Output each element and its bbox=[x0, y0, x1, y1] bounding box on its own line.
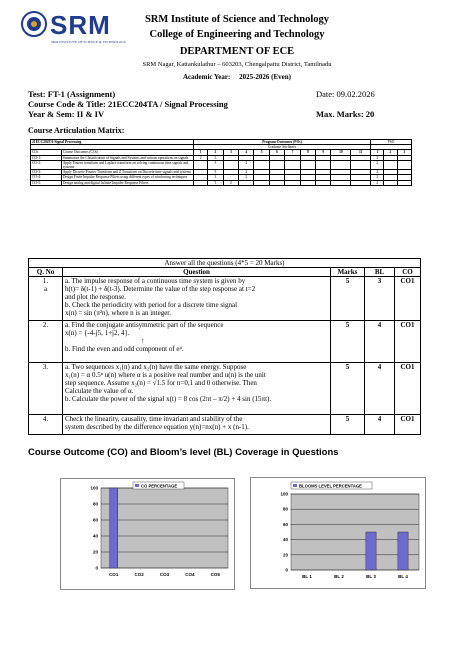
question-line: a. Find the conjugate antisymmetric part of the sequence bbox=[65, 321, 224, 329]
matrix-cell: 3 bbox=[208, 175, 223, 180]
question-bl: 4 bbox=[365, 415, 395, 435]
matrix-cell bbox=[300, 160, 315, 169]
question-number-text: 4. bbox=[42, 415, 49, 423]
question-number bbox=[29, 415, 63, 435]
header-qno: Q. No bbox=[29, 268, 63, 277]
matrix-cell: 2 bbox=[239, 170, 254, 175]
y-tick-label: 20 bbox=[282, 552, 288, 558]
bar bbox=[366, 532, 376, 570]
matrix-cell bbox=[331, 160, 351, 169]
matrix-row bbox=[31, 180, 412, 185]
y-tick-label: 40 bbox=[92, 533, 98, 539]
matrix-po-header: Program Outcomes (POs) bbox=[193, 140, 370, 145]
matrix-po-number: 4 bbox=[239, 150, 254, 155]
matrix-pso-header: PSO bbox=[371, 140, 412, 145]
course-code-title: Course Code & Title: 21ECC204TA / Signal Processing bbox=[28, 99, 228, 109]
question-line: a. The impulse response of a continuous time system is given by bbox=[65, 277, 246, 285]
department-name: DEPARTMENT OF ECE bbox=[179, 46, 295, 57]
question-co: CO1 bbox=[395, 415, 421, 435]
y-tick-label: 0 bbox=[285, 567, 288, 573]
matrix-po-number: 2 bbox=[384, 150, 397, 155]
question-co: CO1 bbox=[395, 363, 421, 415]
question-bl: 3 bbox=[365, 277, 395, 321]
y-tick-label: 60 bbox=[282, 521, 288, 527]
question-line: x(n) = {-4-j5, 1+j2, 4}. bbox=[65, 329, 130, 337]
matrix-co-id: CO-1: bbox=[31, 155, 62, 160]
matrix-co-id: CO-3: bbox=[31, 170, 62, 175]
y-tick-label: 100 bbox=[280, 491, 288, 497]
matrix-po-number: 10 bbox=[331, 150, 351, 155]
question-co: CO1 bbox=[395, 321, 421, 363]
academic-year-label: Academic Year: bbox=[182, 73, 231, 81]
logo-text: SRM bbox=[50, 10, 111, 40]
question-marks: 5 bbox=[331, 363, 365, 415]
matrix-cell: 2 bbox=[371, 155, 384, 160]
matrix-cell bbox=[193, 160, 207, 169]
test-name: Test: FT-1 (Assignment) bbox=[28, 89, 116, 99]
question-line: ↑ bbox=[141, 337, 145, 345]
matrix-cell bbox=[300, 180, 315, 185]
question-line: Check the linearity, causality, time invariant and stability of the bbox=[65, 415, 243, 423]
coverage-title: Course Outcome (CO) and Bloom’s level (BL) Coverage in Questions bbox=[28, 447, 339, 458]
header-co: CO bbox=[395, 268, 421, 277]
matrix-co-desc: Design analog and digital Infinite Impulse Response Filters bbox=[61, 180, 193, 185]
question-bl: 4 bbox=[365, 321, 395, 363]
questions-table bbox=[28, 258, 421, 435]
matrix-cell bbox=[397, 180, 411, 185]
matrix-cell: 2 bbox=[371, 170, 384, 175]
y-tick-label: 0 bbox=[95, 565, 98, 571]
matrix-cell: 3 bbox=[208, 155, 223, 160]
address-line: SRM Nagar, Kattankulathur – 603203, Chengalpattu District, Tamilnadu bbox=[142, 61, 332, 68]
matrix-po-number: 6 bbox=[269, 150, 284, 155]
matrix-co-id: CO-4: bbox=[31, 175, 62, 180]
question-marks: 5 bbox=[331, 415, 365, 435]
matrix-cell bbox=[239, 180, 254, 185]
academic-year-value: 2025-2026 (Even) bbox=[239, 73, 292, 81]
matrix-cell bbox=[285, 160, 300, 169]
y-tick-label: 60 bbox=[92, 517, 98, 523]
question-row bbox=[29, 363, 421, 415]
question-number-text: 1. bbox=[42, 277, 49, 285]
question-row bbox=[29, 321, 421, 363]
test-date: Date: 09.02.2026 bbox=[316, 89, 375, 99]
legend-swatch bbox=[293, 484, 297, 487]
matrix-po-number: 1 bbox=[371, 150, 384, 155]
legend-swatch bbox=[135, 484, 139, 487]
question-line: b. Find the even and odd component of eʲᵗ. bbox=[65, 345, 184, 353]
matrix-course-label: 21ECC204TA-Signal Processing bbox=[31, 140, 194, 145]
question-number bbox=[29, 277, 63, 321]
matrix-co-desc: Apply Fourier transform and Laplace transform on solving continuous time signals and systems bbox=[61, 160, 193, 169]
matrix-cell bbox=[384, 180, 397, 185]
x-tick-label: BL 2 bbox=[334, 574, 344, 579]
matrix-ga-header: Graduate Attributes bbox=[193, 145, 370, 150]
matrix-cell: 2 bbox=[371, 180, 384, 185]
matrix-co-id: CO-2: bbox=[31, 160, 62, 169]
y-tick-label: 100 bbox=[90, 485, 98, 491]
question-number bbox=[29, 321, 63, 363]
matrix-cell: 2 bbox=[193, 155, 207, 160]
x-tick-label: CO4 bbox=[185, 572, 195, 577]
bar bbox=[110, 488, 118, 568]
question-marks: 5 bbox=[331, 277, 365, 321]
matrix-cell bbox=[384, 160, 397, 169]
bl-chart bbox=[250, 477, 426, 589]
matrix-cell bbox=[223, 160, 238, 169]
logo-tagline: SRM INSTITUTE OF SCIENCE & TECHNOLOGY bbox=[51, 40, 127, 44]
matrix-po-number: 3 bbox=[223, 150, 238, 155]
question-line: system described by the difference equation y(n)=nx(n) + x (n-1). bbox=[65, 423, 249, 431]
matrix-co-label: COs bbox=[31, 150, 62, 155]
x-tick-label: CO1 bbox=[109, 572, 119, 577]
question-line: Calculate the value of α. bbox=[65, 387, 134, 395]
question-text bbox=[63, 277, 331, 321]
matrix-po-number: 7 bbox=[285, 150, 300, 155]
question-line: a. Two sequences x₁(n) and x₂(n) have the same energy. Suppose bbox=[65, 363, 247, 371]
question-line: x₁(n) = α 0.5ⁿ u(n) where α is a positive real number and u(n) is the unit bbox=[65, 371, 266, 379]
matrix-cell: 3 bbox=[208, 160, 223, 169]
matrix-cell: 2 bbox=[223, 180, 238, 185]
matrix-po-number: 8 bbox=[300, 150, 315, 155]
question-text bbox=[63, 363, 331, 415]
matrix-po-number: 5 bbox=[254, 150, 269, 155]
matrix-co-desc: Summarize the Classification of Signals and Systems and various operations on signals bbox=[61, 155, 193, 160]
question-line: and plot the response. bbox=[65, 293, 127, 301]
questions-instruction: Answer all the questions (4*5 = 20 Marks) bbox=[29, 259, 421, 268]
matrix-cell: 2 bbox=[371, 160, 384, 169]
x-tick-label: CO5 bbox=[210, 572, 220, 577]
x-tick-label: CO3 bbox=[159, 572, 170, 577]
matrix-cell bbox=[397, 160, 411, 169]
matrix-cell bbox=[351, 180, 371, 185]
x-tick-label: CO2 bbox=[134, 572, 144, 577]
matrix-cell bbox=[316, 180, 331, 185]
matrix-cell bbox=[269, 160, 284, 169]
matrix-row bbox=[31, 160, 412, 169]
question-text bbox=[63, 415, 331, 435]
matrix-cell bbox=[316, 160, 331, 169]
co-chart bbox=[60, 478, 235, 590]
question-marks: 5 bbox=[331, 321, 365, 363]
question-number-text: 2. bbox=[42, 321, 49, 329]
question-row bbox=[29, 415, 421, 435]
institute-name: SRM Institute of Science and Technology bbox=[144, 14, 330, 25]
header-marks: Marks bbox=[331, 268, 365, 277]
question-text bbox=[63, 321, 331, 363]
matrix-co-desc: Apply Discrete Fourier Transform and Z Transform on Discrete time signals and systems bbox=[61, 170, 193, 175]
academic-year bbox=[0, 73, 474, 81]
question-line: step sequence. Assume x₂(n) = √1.5 for n=0,1 and 0 otherwise. Then bbox=[65, 379, 257, 387]
question-row bbox=[29, 277, 421, 321]
question-bl: 4 bbox=[365, 363, 395, 415]
question-number bbox=[29, 363, 63, 415]
matrix-cell: 3 bbox=[208, 180, 223, 185]
matrix-cell bbox=[331, 180, 351, 185]
matrix-po-number: 3 bbox=[397, 150, 411, 155]
matrix-cell bbox=[269, 180, 284, 185]
header-question: Question bbox=[63, 268, 331, 277]
matrix-cell bbox=[193, 180, 207, 185]
matrix-cell: 2 bbox=[371, 175, 384, 180]
question-co: CO1 bbox=[395, 277, 421, 321]
matrix-cell bbox=[285, 180, 300, 185]
matrix-po-number: 11 bbox=[351, 150, 371, 155]
matrix-po-number: 1 bbox=[193, 150, 207, 155]
question-line: b. Check the periodicity with period for a discrete time signal bbox=[65, 301, 238, 309]
x-tick-label: BL 3 bbox=[366, 574, 376, 579]
legend-label: CO PERCENTAGE bbox=[141, 483, 178, 489]
y-tick-label: 80 bbox=[92, 501, 98, 507]
matrix-po-number: 2 bbox=[208, 150, 223, 155]
matrix-co-desc: Design Finite Impulse Response Filters using different types of windowing techniques bbox=[61, 175, 193, 180]
matrix-cell bbox=[254, 160, 269, 169]
year-semester: Year & Sem: II & IV bbox=[28, 109, 105, 119]
matrix-po-number: 9 bbox=[316, 150, 331, 155]
matrix-cell: 3 bbox=[208, 170, 223, 175]
y-tick-label: 80 bbox=[282, 506, 288, 512]
college-name: College of Engineering and Technology bbox=[149, 29, 325, 40]
x-tick-label: BL 1 bbox=[302, 574, 312, 579]
y-tick-label: 20 bbox=[92, 549, 98, 555]
matrix-cell: 2 bbox=[239, 175, 254, 180]
x-tick-label: BL 4 bbox=[398, 574, 408, 579]
co-chart-svg bbox=[61, 479, 236, 591]
y-tick-label: 40 bbox=[282, 537, 288, 543]
header-bl: BL bbox=[365, 268, 395, 277]
bar bbox=[398, 532, 408, 570]
matrix-cell bbox=[254, 180, 269, 185]
question-number-text: 3. bbox=[42, 363, 49, 371]
matrix-co-outcomes-label: Course Outcomes (COs) bbox=[61, 150, 193, 155]
question-line: b. Calculate the power of the signal x(t) = 8 cos (2πt – π/2) + 4 sin (15πt). bbox=[65, 395, 272, 403]
max-marks: Max. Marks: 20 bbox=[316, 109, 375, 119]
question-line: x(n) = sin (π²n), where n is an integer. bbox=[65, 309, 171, 317]
articulation-matrix bbox=[30, 139, 412, 186]
matrix-cell bbox=[351, 160, 371, 169]
question-sub-label: a bbox=[43, 285, 48, 293]
legend-label: BLOOMS LEVEL PERCENTAGE bbox=[299, 483, 362, 489]
question-line: h(t)= δ(t-1) + δ(t-3). Determine the value of the step response at t=2 bbox=[65, 285, 256, 293]
plot-area bbox=[101, 488, 228, 568]
articulation-title: Course Articulation Matrix: bbox=[28, 126, 125, 135]
matrix-co-id: CO-5: bbox=[31, 180, 62, 185]
bl-chart-svg bbox=[251, 478, 427, 590]
matrix-cell: 2 bbox=[239, 160, 254, 169]
